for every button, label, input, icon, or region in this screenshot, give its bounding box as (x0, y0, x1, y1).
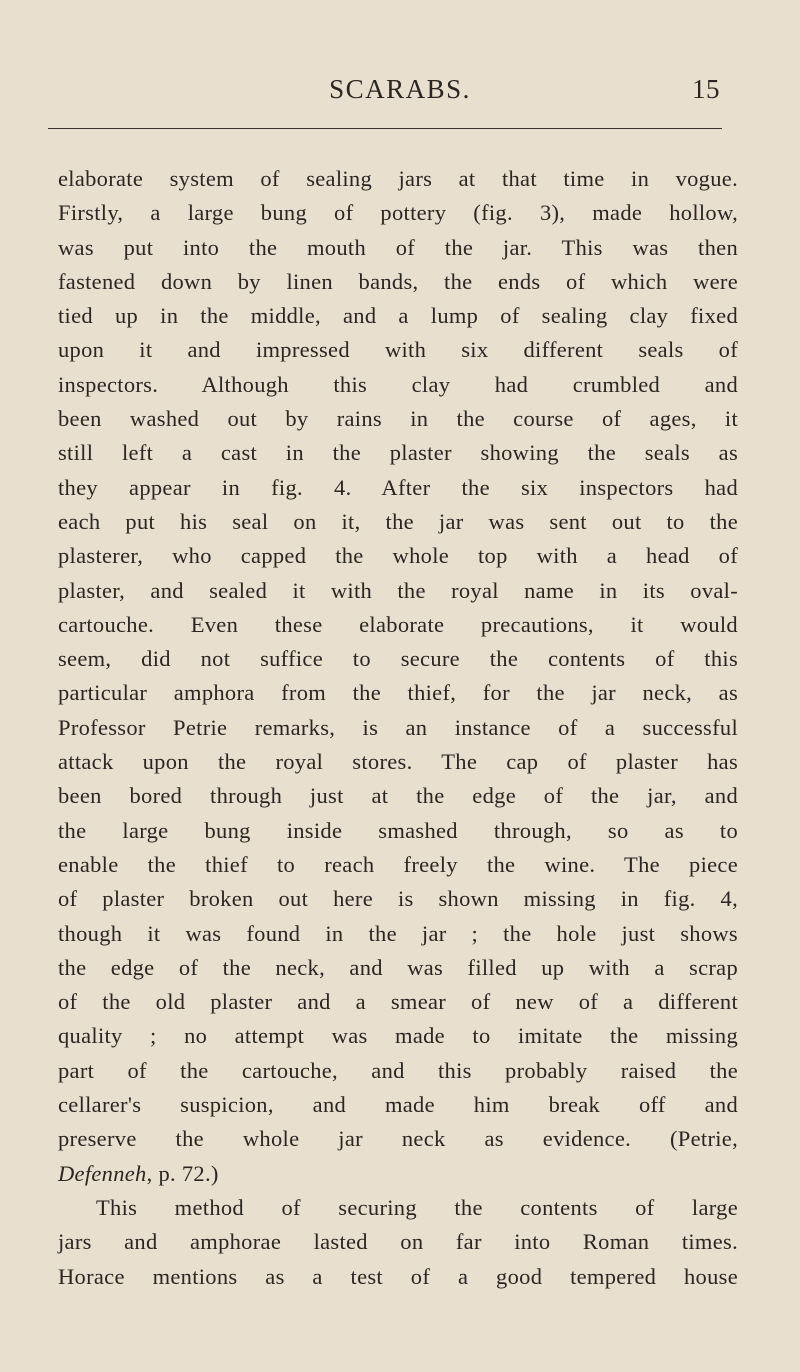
body-text (58, 162, 738, 1294)
citation-title: Defenneh (58, 1160, 147, 1186)
paragraph-2 (58, 1191, 738, 1294)
text-line: preserve the whole jar neck as evidence. (Petrie, (58, 1126, 738, 1152)
text-line: part of the cartouche, and this probably raised the (58, 1057, 738, 1083)
text-line: been bored through just at the edge of the jar, and (58, 783, 738, 809)
text-line: still left a cast in the plaster showing the seals as (58, 440, 738, 466)
header-rule (48, 128, 722, 129)
text-line: seem, did not suffice to secure the contents of this (58, 646, 738, 672)
running-head (80, 72, 720, 112)
text-line: plaster, and sealed it with the royal name in its oval- (58, 577, 738, 603)
text-line: elaborate system of sealing jars at that time in vogue. (58, 166, 738, 191)
text-line: been washed out by rains in the course of ages, it (58, 406, 738, 432)
text-line: particular amphora from the thief, for the jar neck, as (58, 680, 738, 706)
text-line: though it was found in the jar ; the hole just shows (58, 920, 738, 946)
text-line: was put into the mouth of the jar. This was then (58, 234, 738, 260)
text-line: plasterer, who capped the whole top with a head of (58, 543, 738, 569)
text-line: each put his seal on it, the jar was sent out to the (58, 508, 738, 534)
text-line: quality ; no attempt was made to imitate the missing (58, 1023, 738, 1049)
citation-line (58, 1157, 738, 1191)
text-line: attack upon the royal stores. The cap of plaster has (58, 749, 738, 775)
text-line: they appear in fig. 4. After the six inspectors had (58, 474, 738, 500)
text-line: the edge of the neck, and was filled up with a scrap (58, 954, 738, 980)
page-title: SCARABS. (329, 74, 471, 104)
text-line: Firstly, a large bung of pottery (fig. 3), made hollow, (58, 200, 738, 226)
text-line: of the old plaster and a smear of new of a different (58, 989, 738, 1015)
text-line: cartouche. Even these elaborate precautions, it would (58, 611, 738, 637)
text-line: upon it and impressed with six different seals of (58, 337, 738, 363)
text-line: jars and amphorae lasted on far into Roman times. (58, 1229, 738, 1255)
text-line: This method of securing the contents of large (96, 1194, 738, 1220)
text-line: Professor Petrie remarks, is an instance of a successful (58, 714, 738, 740)
text-line: Horace mentions as a test of a good tempered house (58, 1263, 738, 1289)
paragraph-1 (58, 162, 738, 1191)
citation-page: , p. 72.) (146, 1160, 219, 1186)
text-line: cellarer's suspicion, and made him break off and (58, 1092, 738, 1118)
text-line: tied up in the middle, and a lump of sealing clay fixed (58, 303, 738, 329)
text-line: fastened down by linen bands, the ends of which were (58, 268, 738, 294)
text-line: the large bung inside smashed through, so as to (58, 817, 738, 843)
page-number: 15 (692, 74, 720, 104)
text-line: enable the thief to reach freely the wine. The piece (58, 851, 738, 877)
text-line: inspectors. Although this clay had crumbled and (58, 371, 738, 397)
text-line: of plaster broken out here is shown missing in fig. 4, (58, 886, 738, 912)
